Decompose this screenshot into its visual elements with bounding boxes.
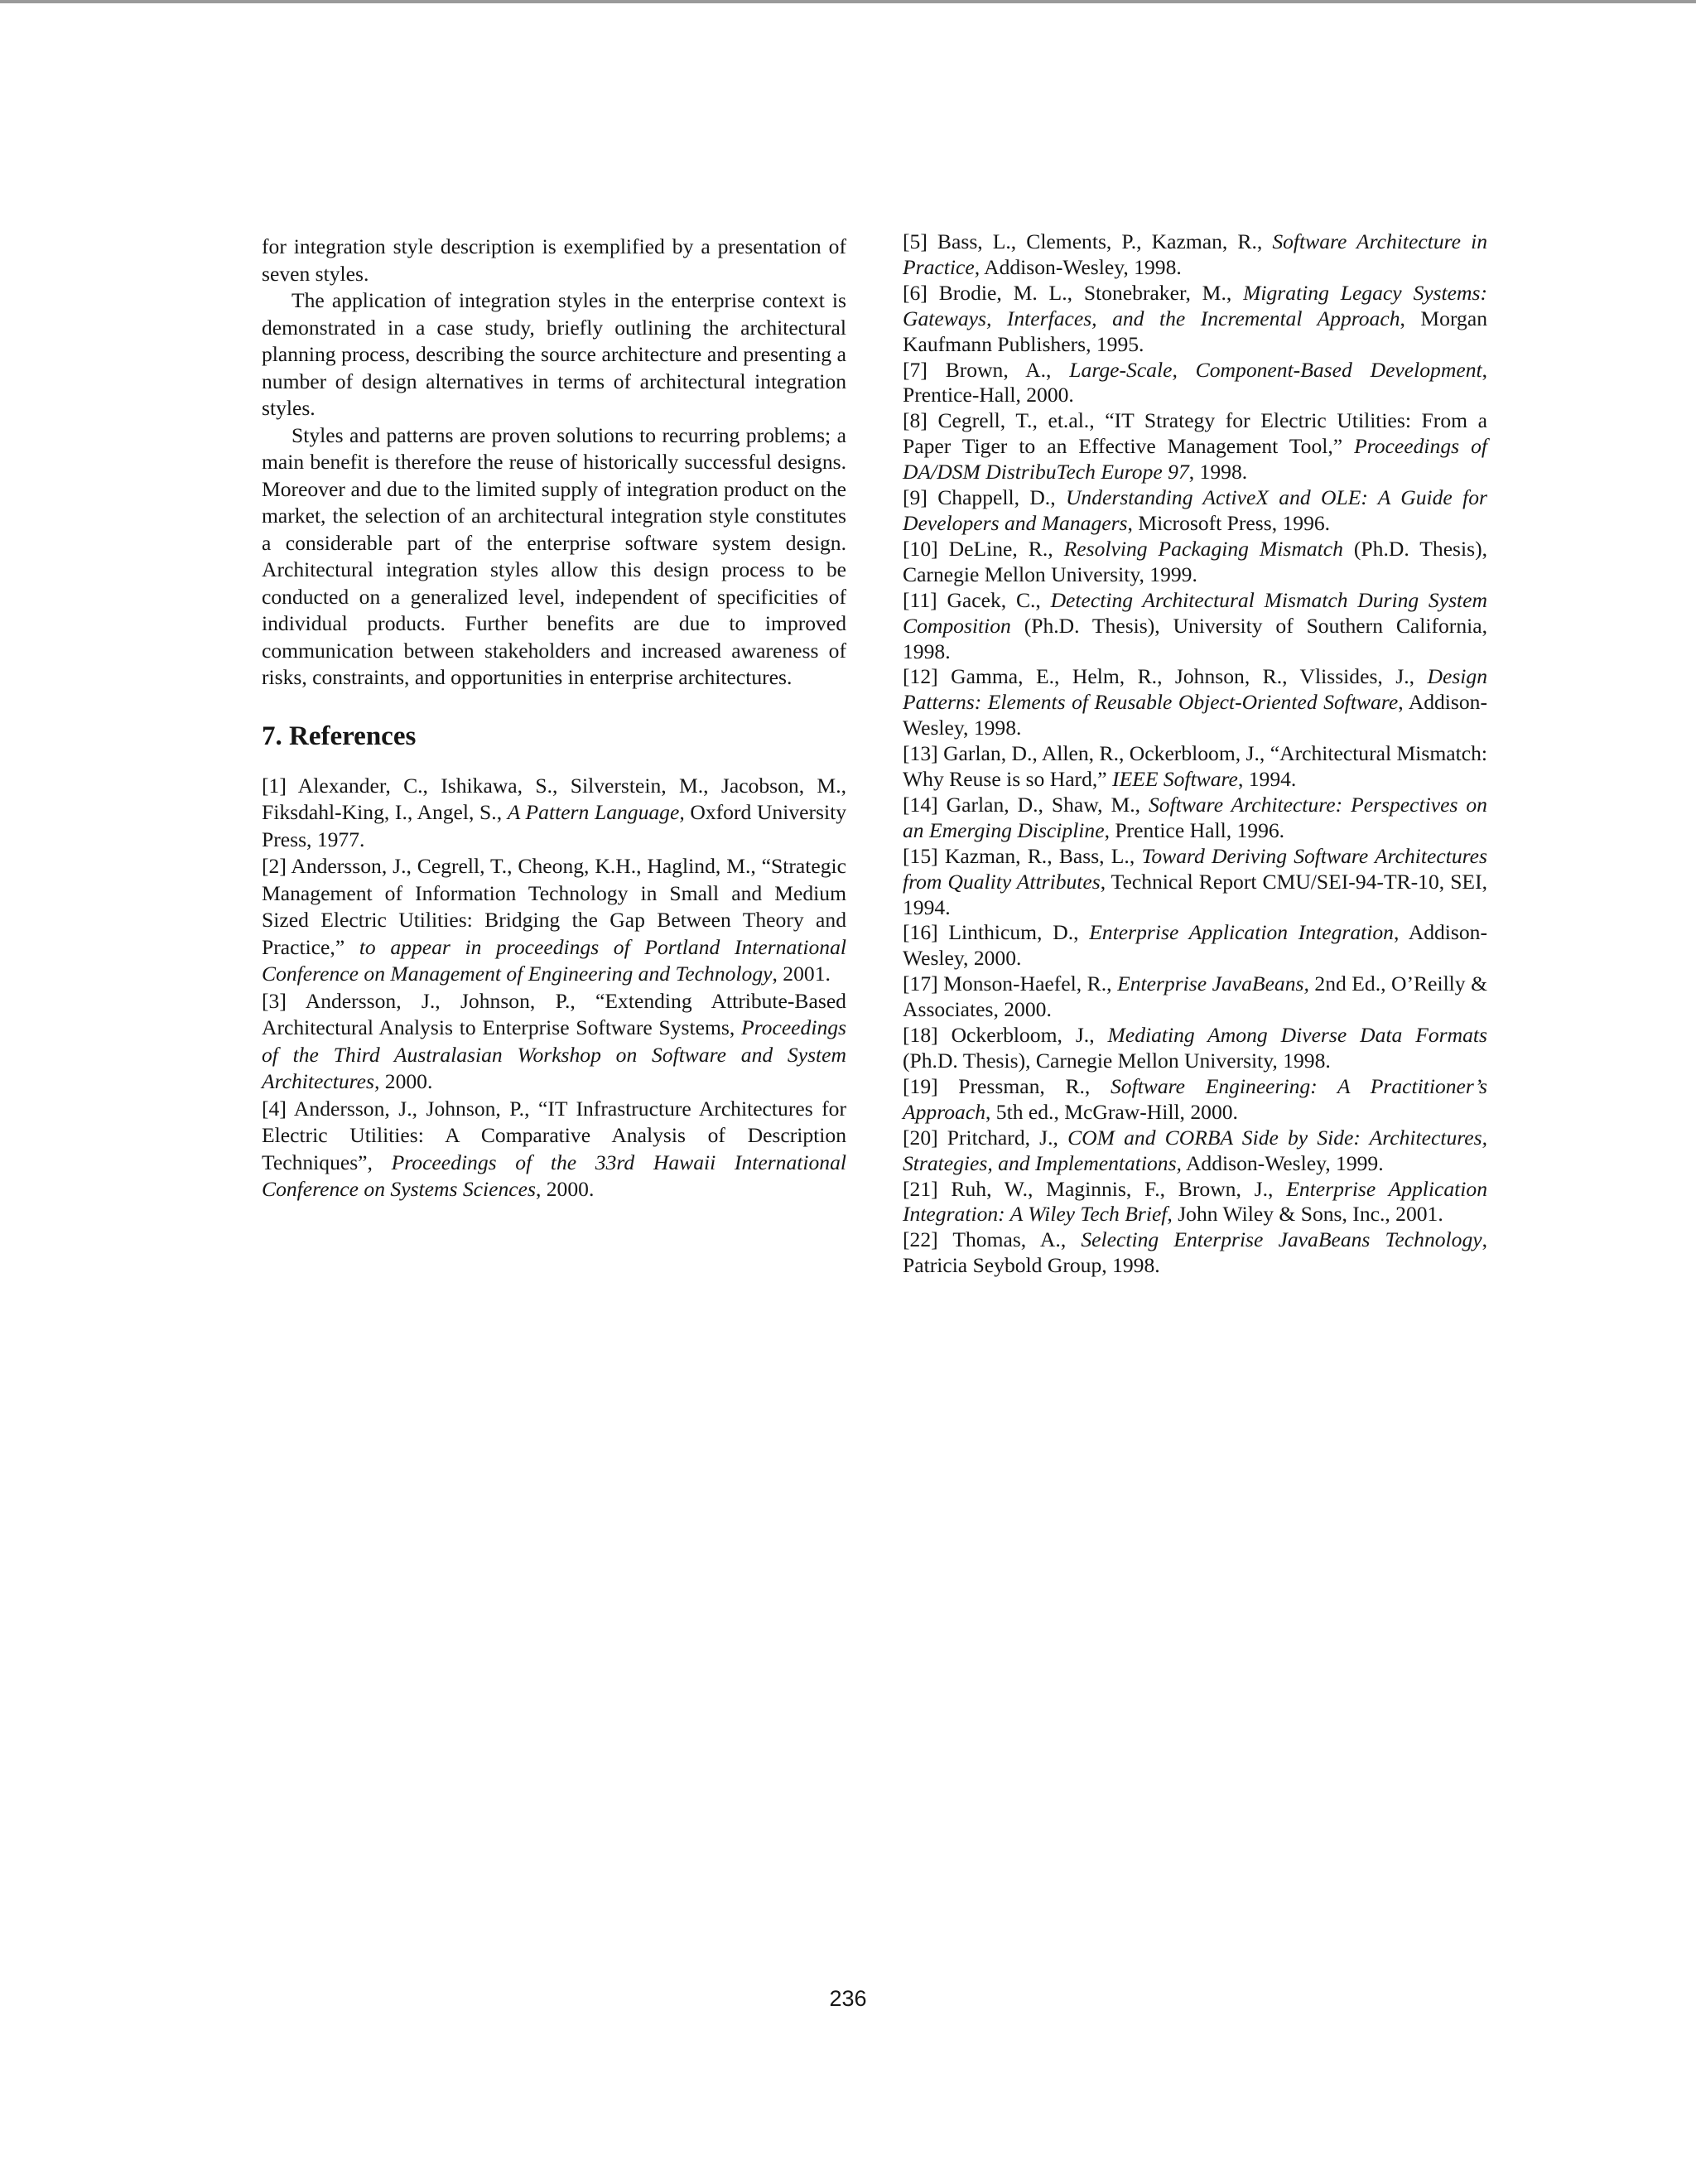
reference-title: to appear in proceedings of Portland International Conference on Management of Engineering and Technology bbox=[262, 934, 847, 986]
reference-text: Addison-Wesley, 1998. bbox=[980, 254, 1182, 279]
reference-item bbox=[903, 408, 1487, 485]
reference-item bbox=[903, 1227, 1487, 1279]
reference-text: Brodie, M. L., Stonebraker, M., bbox=[938, 280, 1244, 305]
reference-title: Toward Deriving Software Architectures from Quality Attributes bbox=[903, 843, 1487, 894]
reference-text: 2000. bbox=[379, 1069, 433, 1093]
reference-item bbox=[903, 485, 1487, 537]
reference-title: Large-Scale, Component-Based Development bbox=[1069, 357, 1482, 382]
reference-title: Selecting Enterprise JavaBeans Technology bbox=[1081, 1227, 1482, 1252]
reference-title: IEEE Software bbox=[1112, 767, 1238, 792]
reference-title: COM and CORBA Side by Side: Architectures, Strategies, and Implementations, bbox=[903, 1125, 1487, 1175]
body-paragraph: for integration style description is exemplified by a presentation of seven styles. bbox=[262, 234, 846, 286]
reference-number: [13] bbox=[903, 741, 938, 766]
reference-title: A Pattern Language, bbox=[507, 800, 685, 824]
reference-item bbox=[903, 664, 1487, 741]
reference-text: , Prentice Hall, 1996. bbox=[1104, 817, 1285, 842]
reference-text: Ruh, W., Maginnis, F., Brown, J., bbox=[951, 1176, 1287, 1201]
reference-text: Garlan, D., Allen, R., Ockerbloom, J., “Architectural Mismatch: Why Reuse is so Hard,” bbox=[903, 741, 1487, 792]
reference-text: Oxford University Press, 1977. bbox=[262, 800, 846, 851]
reference-number: [18] bbox=[903, 1023, 938, 1048]
reference-number: [1] bbox=[262, 773, 287, 798]
reference-title: Enterprise JavaBeans, bbox=[1117, 971, 1309, 996]
reference-title: Software Architecture: Perspectives on an Emerging Discipline bbox=[903, 792, 1487, 842]
reference-title: Software Engineering: A Practitioner’s Approach bbox=[903, 1073, 1487, 1124]
reference-text: , Microsoft Press, 1996. bbox=[1127, 510, 1331, 535]
reference-text: , Morgan Kaufmann Publishers, 1995. bbox=[903, 306, 1487, 356]
reference-text: Alexander, C., Ishikawa, S., Silverstein, M., Jacobson, M., Fiksdahl-King, I., Angel, S., bbox=[262, 773, 846, 824]
reference-item bbox=[903, 1126, 1487, 1177]
reference-number: [9] bbox=[903, 485, 928, 510]
reference-text: Andersson, J., Cegrell, T., Cheong, K.H., Haglind, M., “Strategic Management of Information Technology in Small and Medium Sized Electric Utilities: Bridging the Gap Between Theory and Practice,” bbox=[262, 854, 846, 959]
reference-item bbox=[903, 588, 1487, 665]
reference-number: [20] bbox=[903, 1125, 938, 1150]
reference-item bbox=[262, 853, 846, 988]
reference-item bbox=[903, 358, 1487, 409]
reference-text: Andersson, J., Johnson, P., “Extending Attribute-Based Architectural Analysis to Enterprise Software Systems, bbox=[262, 988, 846, 1039]
reference-title: Proceedings of DA/DSM DistribuTech Europe 97 bbox=[903, 434, 1487, 485]
reference-item bbox=[903, 1177, 1487, 1228]
reference-text: Bass, L., Clements, P., Kazman, R., bbox=[937, 229, 1273, 253]
reference-item bbox=[903, 537, 1487, 588]
reference-text: Thomas, A., bbox=[952, 1227, 1082, 1252]
reference-text: , Prentice-Hall, 2000. bbox=[903, 357, 1488, 407]
reference-text: Linthicum, D., bbox=[948, 920, 1090, 945]
reference-text: Pressman, R., bbox=[958, 1073, 1111, 1098]
reference-text: Cegrell, T., et.al., “IT Strategy for Electric Utilities: From a Paper Tiger to an Effective Management Tool,” bbox=[903, 408, 1487, 459]
reference-item bbox=[262, 988, 846, 1096]
reference-text: , Patricia Seybold Group, 1998. bbox=[903, 1227, 1488, 1278]
reference-number: [12] bbox=[903, 664, 938, 689]
reference-text: (Ph.D. Thesis), Carnegie Mellon University, 1998. bbox=[903, 1049, 1331, 1073]
reference-text: , 1994. bbox=[1237, 767, 1297, 792]
body-paragraph: Styles and patterns are proven solutions to recurring problems; a main benefit is therefore the reuse of historically successful designs. Moreover and due to the limited supply of integration product on the market, the selection of an architectural integration style constitutes a considerable part of the enterprise software system design. Architectural integration styles allow this design process to be conducted on a generalized level, independent of specificities of individual products. Further benefits are due to improved communication between stakeholders and increased awareness of risks, constraints, and opportunities in enterprise architectures. bbox=[262, 422, 846, 689]
reference-title: Proceedings of the 33rd Hawaii International Conference on Systems Sciences bbox=[262, 1150, 846, 1201]
reference-title: Resolving Packaging Mismatch bbox=[1063, 536, 1343, 561]
reference-text: Pritchard, J., bbox=[947, 1125, 1068, 1150]
reference-title: Software Architecture in Practice, bbox=[903, 229, 1487, 279]
reference-item bbox=[903, 281, 1487, 358]
reference-title: Mediating Among Diverse Data Formats bbox=[1107, 1023, 1487, 1048]
reference-item bbox=[903, 793, 1487, 844]
reference-text: Chappell, D., bbox=[937, 485, 1066, 510]
reference-text: , Addison-Wesley, 2000. bbox=[903, 920, 1487, 971]
reference-text: , Addison-Wesley, 1998. bbox=[903, 690, 1487, 740]
reference-item bbox=[903, 1074, 1487, 1126]
reference-list-right bbox=[903, 229, 1487, 1279]
reference-item bbox=[903, 1023, 1487, 1074]
scan-top-edge bbox=[0, 0, 1696, 3]
reference-text: , 2000. bbox=[535, 1177, 595, 1201]
reference-item bbox=[262, 773, 846, 854]
page-number: 236 bbox=[829, 1986, 867, 2011]
reference-title: Migrating Legacy Systems: Gateways, Interfaces, and the Incremental Approach bbox=[903, 280, 1487, 330]
reference-text: , 5th ed., McGraw-Hill, 2000. bbox=[985, 1099, 1238, 1124]
reference-number: [8] bbox=[903, 408, 928, 433]
reference-number: [6] bbox=[903, 280, 928, 305]
reference-text: Brown, A., bbox=[945, 357, 1070, 382]
reference-number: [14] bbox=[903, 792, 938, 817]
reference-text: Gamma, E., Helm, R., Johnson, R., Vlissides, J., bbox=[951, 664, 1428, 689]
reference-number: [10] bbox=[903, 536, 938, 561]
reference-title: Understanding ActiveX and OLE: A Guide for Developers and Managers bbox=[903, 485, 1487, 535]
reference-item bbox=[903, 971, 1487, 1023]
reference-title: Enterprise Application Integration: A Wiley Tech Brief, bbox=[903, 1176, 1487, 1227]
reference-text: , Technical Report CMU/SEI-94-TR-10, SEI, 1994. bbox=[903, 869, 1487, 919]
right-column bbox=[903, 229, 1487, 1279]
reference-text: , 2001. bbox=[772, 962, 831, 986]
left-column bbox=[262, 234, 846, 1203]
reference-item bbox=[903, 920, 1487, 971]
body-paragraph: The application of integration styles in the enterprise context is demonstrated in a case study, briefly outlining the architectural planning process, describing the source architecture and presenting a number of design alternatives in terms of architectural integration styles. bbox=[262, 288, 846, 420]
reference-item bbox=[262, 1096, 846, 1203]
reference-title: Detecting Architectural Mismatch During System Composition bbox=[903, 587, 1487, 638]
reference-number: [2] bbox=[262, 854, 287, 878]
reference-text: John Wiley & Sons, Inc., 2001. bbox=[1172, 1202, 1443, 1227]
reference-number: [7] bbox=[903, 357, 928, 382]
reference-text: (Ph.D. Thesis), University of Southern California, 1998. bbox=[903, 613, 1487, 663]
reference-text: Kazman, R., Bass, L., bbox=[944, 843, 1142, 868]
reference-number: [16] bbox=[903, 920, 938, 945]
reference-number: [5] bbox=[903, 229, 928, 253]
reference-number: [3] bbox=[262, 988, 287, 1013]
reference-text: DeLine, R., bbox=[948, 536, 1064, 561]
reference-text: Ockerbloom, J., bbox=[951, 1023, 1108, 1048]
references-heading: 7. References bbox=[262, 721, 417, 751]
reference-number: [19] bbox=[903, 1073, 938, 1098]
reference-item bbox=[903, 229, 1487, 281]
reference-item bbox=[903, 741, 1487, 793]
reference-text: , 1998. bbox=[1188, 460, 1248, 485]
reference-text: Gacek, C., bbox=[947, 587, 1051, 612]
reference-title: Proceedings of the Third Australasian Workshop on Software and System Architectures, bbox=[262, 1015, 846, 1093]
reference-number: [4] bbox=[262, 1096, 287, 1121]
reference-title: Enterprise Application Integration bbox=[1089, 920, 1394, 945]
reference-text: 2nd Ed., O’Reilly & Associates, 2000. bbox=[903, 971, 1488, 1022]
reference-number: [22] bbox=[903, 1227, 938, 1252]
reference-text: Garlan, D., Shaw, M., bbox=[946, 792, 1149, 817]
reference-list-left bbox=[262, 773, 846, 1203]
reference-text: Monson-Haefel, R., bbox=[943, 971, 1118, 996]
reference-number: [17] bbox=[903, 971, 938, 996]
reference-title: Design Patterns: Elements of Reusable Object-Oriented Software bbox=[903, 664, 1487, 715]
reference-text: Addison-Wesley, 1999. bbox=[1181, 1150, 1384, 1175]
reference-item bbox=[903, 844, 1487, 921]
reference-text: (Ph.D. Thesis), Carnegie Mellon University, 1999. bbox=[903, 536, 1488, 586]
reference-number: [21] bbox=[903, 1176, 938, 1201]
reference-number: [11] bbox=[903, 587, 937, 612]
reference-number: [15] bbox=[903, 843, 938, 868]
reference-text: Andersson, J., Johnson, P., “IT Infrastructure Architectures for Electric Utilities: A Comparative Analysis of Description Techniques”, bbox=[262, 1096, 846, 1174]
